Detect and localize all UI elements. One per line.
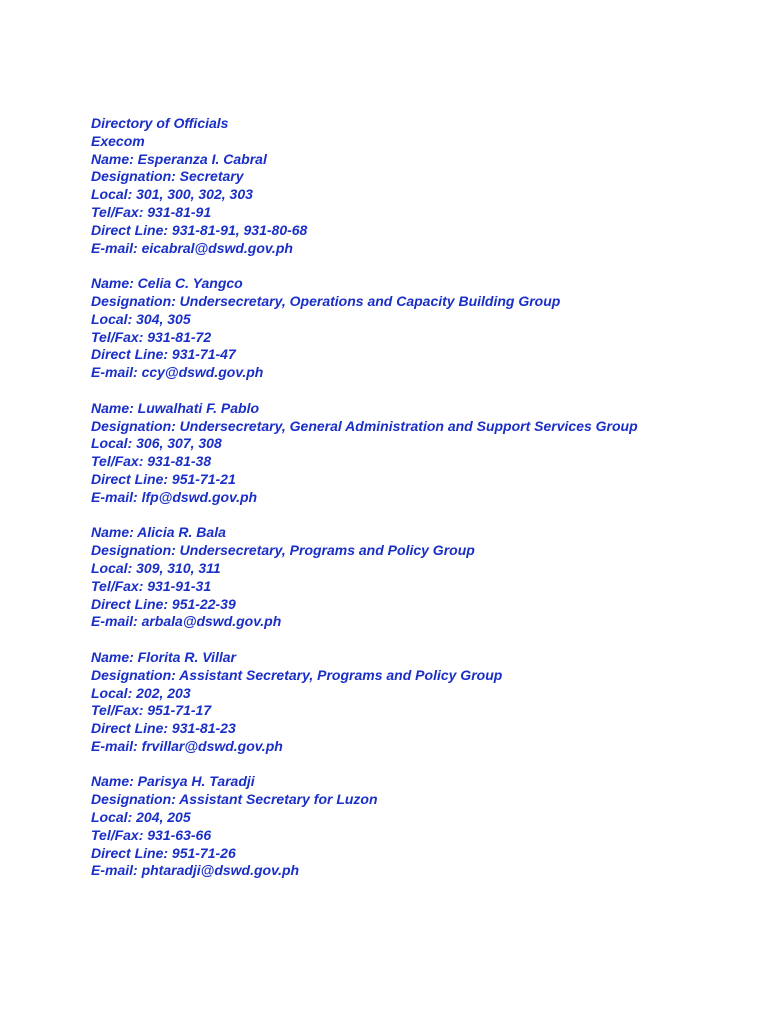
official-direct-line: Direct Line: 951-22-39 [91, 595, 236, 612]
official-name: Name: Luwalhati F. Pablo [91, 399, 260, 416]
document-title: Directory of Officials [91, 115, 229, 131]
official-designation: Designation: Undersecretary, Operations and Capacity Building Group [91, 292, 561, 309]
official-entry [91, 275, 651, 382]
directory-content [91, 115, 651, 880]
official-direct-line: Direct Line: 931-81-23 [91, 720, 236, 737]
official-name: Name: Florita R. Villar [91, 648, 236, 665]
official-local: Local: 204, 205 [91, 809, 191, 826]
official-email: E-mail: phtaradji@dswd.gov.ph [91, 862, 300, 879]
official-telfax: Tel/Fax: 931-81-38 [91, 453, 212, 470]
official-direct-line: Direct Line: 951-71-21 [91, 470, 236, 487]
official-telfax: Tel/Fax: 951-71-17 [91, 702, 212, 719]
official-name: Name: Parisya H. Taradji [91, 773, 255, 790]
official-entry [91, 524, 651, 631]
official-name: Name: Celia C. Yangco [91, 275, 243, 292]
official-entry [91, 773, 651, 880]
official-direct-line: Direct Line: 951-71-26 [91, 844, 236, 861]
official-telfax: Tel/Fax: 931-63-66 [91, 826, 212, 843]
official-entry [91, 400, 651, 507]
official-entry [91, 151, 651, 258]
official-email: E-mail: frvillar@dswd.gov.ph [91, 737, 283, 754]
official-email: E-mail: lfp@dswd.gov.ph [91, 488, 258, 505]
official-local: Local: 304, 305 [91, 310, 191, 327]
official-telfax: Tel/Fax: 931-81-72 [91, 328, 212, 345]
official-name: Name: Alicia R. Bala [91, 524, 226, 541]
official-designation: Designation: Secretary [91, 168, 244, 185]
official-direct-line: Direct Line: 931-81-91, 931-80-68 [91, 221, 308, 238]
official-name: Name: Esperanza I. Cabral [91, 150, 267, 167]
official-entry [91, 649, 651, 756]
official-designation: Designation: Undersecretary, Programs and Policy Group [91, 542, 475, 559]
official-email: E-mail: eicabral@dswd.gov.ph [91, 239, 293, 256]
official-designation: Designation: Undersecretary, General Administration and Support Services Group [91, 417, 638, 434]
official-designation: Designation: Assistant Secretary, Programs and Policy Group [91, 666, 503, 683]
official-local: Local: 309, 310, 311 [91, 559, 221, 576]
official-telfax: Tel/Fax: 931-91-31 [91, 577, 212, 594]
official-email: E-mail: arbala@dswd.gov.ph [91, 613, 282, 630]
section-heading: Execom [91, 132, 145, 149]
official-telfax: Tel/Fax: 931-81-91 [91, 203, 212, 220]
official-local: Local: 306, 307, 308 [91, 435, 222, 452]
official-local: Local: 301, 300, 302, 303 [91, 186, 253, 203]
official-direct-line: Direct Line: 931-71-47 [91, 346, 236, 363]
official-designation: Designation: Assistant Secretary for Luzon [91, 791, 378, 808]
official-email: E-mail: ccy@dswd.gov.ph [91, 364, 264, 381]
official-local: Local: 202, 203 [91, 684, 191, 701]
